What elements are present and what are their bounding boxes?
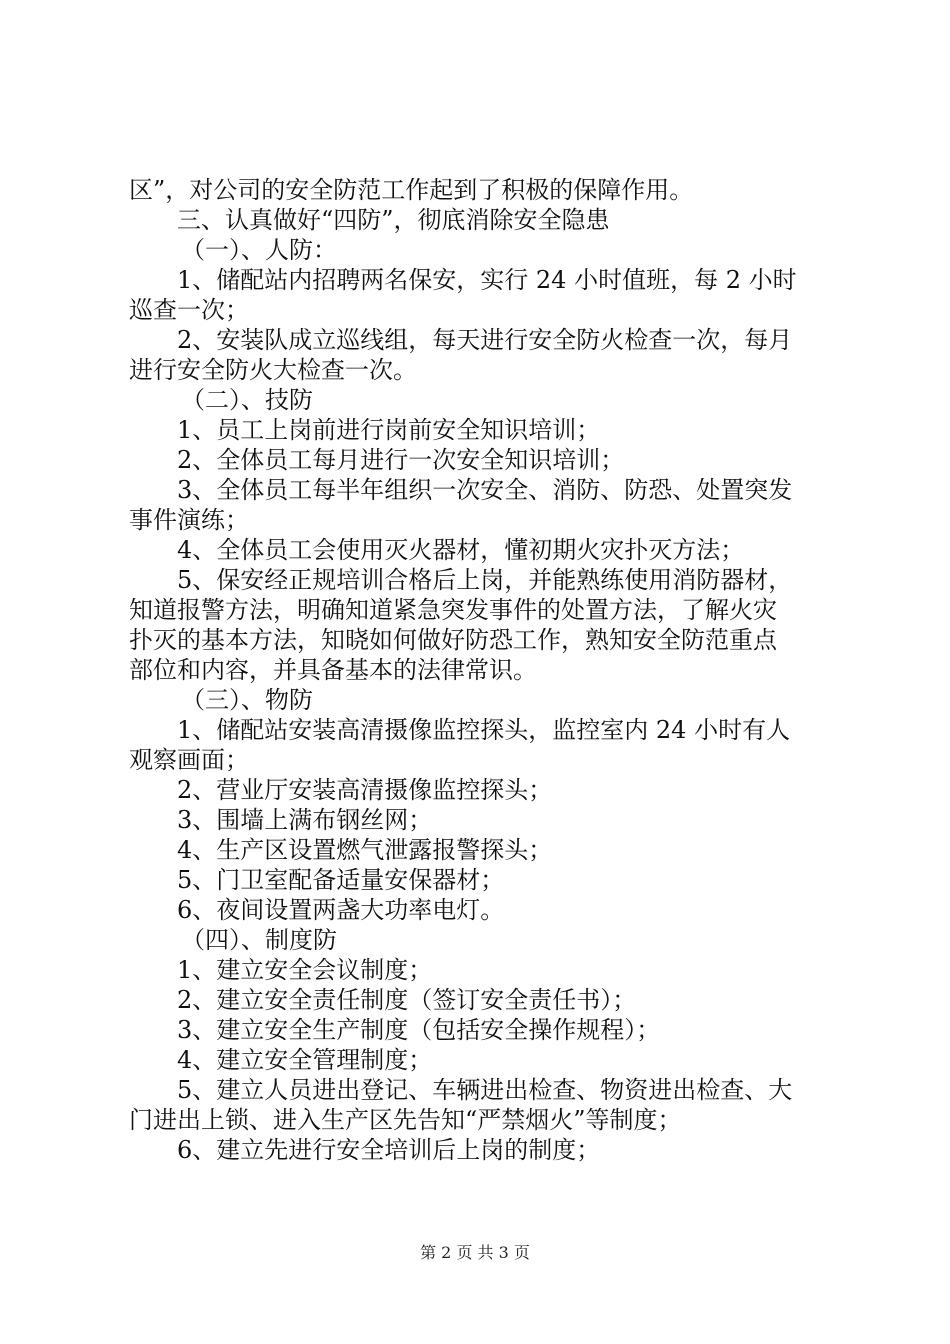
text-line: 三、认真做好“四防”，彻底消除安全隐患 — [177, 206, 610, 234]
text-line: 2、安装队成立巡线组，每天进行安全防火检查一次，每月 — [177, 326, 793, 354]
text-line: 2、营业厅安装高清摄像监控探头； — [177, 776, 553, 804]
text-line: 5、门卫室配备适量安保器材； — [177, 866, 505, 894]
text-line: 3、围墙上满布钢丝网； — [177, 806, 433, 834]
text-line: 6、建立先进行安全培训后上岗的制度； — [177, 1136, 601, 1164]
text-line: 6、夜间设置两盏大功率电灯。 — [177, 896, 505, 924]
text-line: 知道报警方法，明确知道紧急突发事件的处置方法，了解火灾 — [129, 596, 777, 624]
text-line: 区”，对公司的安全防范工作起到了积极的保障作用。 — [129, 176, 694, 204]
text-line: 进行安全防火大检查一次。 — [129, 356, 417, 384]
text-line: 部位和内容，并具备基本的法律常识。 — [129, 656, 537, 684]
text-line: 1、建立安全会议制度； — [177, 956, 433, 984]
text-line: 1、储配站内招聘两名保安，实行 24 小时值班，每 2 小时 — [177, 266, 797, 294]
text-line: （四）、制度防 — [181, 926, 337, 954]
text-line: 3、全体员工每半年组织一次安全、消防、防恐、处置突发 — [177, 476, 793, 504]
text-line: 2、建立安全责任制度（签订安全责任书）； — [177, 986, 637, 1014]
text-line: 5、建立人员进出登记、车辆进出检查、物资进出检查、大 — [177, 1076, 793, 1104]
text-line: 门进出上锁、进入生产区先告知“严禁烟火”等制度； — [129, 1106, 682, 1134]
text-line: 观察画面； — [129, 746, 249, 774]
text-line: 1、储配站安装高清摄像监控探头，监控室内 24 小时有人 — [177, 716, 791, 744]
text-line: 5、保安经正规培训合格后上岗，并能熟练使用消防器材， — [177, 566, 793, 594]
page-footer: 第 2 页 共 3 页 — [420, 1243, 530, 1262]
text-line: 扑灭的基本方法，知晓如何做好防恐工作，熟知安全防范重点 — [129, 626, 777, 654]
text-line: （三）、物防 — [181, 686, 313, 714]
text-line: 1、员工上岗前进行岗前安全知识培训； — [177, 416, 601, 444]
document-body — [129, 175, 839, 1165]
text-line: 2、全体员工每月进行一次安全知识培训； — [177, 446, 625, 474]
text-line: 4、建立安全管理制度； — [177, 1046, 433, 1074]
text-line: 事件演练； — [129, 506, 249, 534]
text-line: 4、全体员工会使用灭火器材，懂初期火灾扑灭方法； — [177, 536, 745, 564]
text-line: （一）、人防： — [181, 236, 337, 264]
text-line: 3、建立安全生产制度（包括安全操作规程）； — [177, 1016, 661, 1044]
text-line: 巡查一次； — [129, 296, 249, 324]
text-line: 4、生产区设置燃气泄露报警探头； — [177, 836, 553, 864]
text-line: （二）、技防 — [181, 386, 313, 414]
